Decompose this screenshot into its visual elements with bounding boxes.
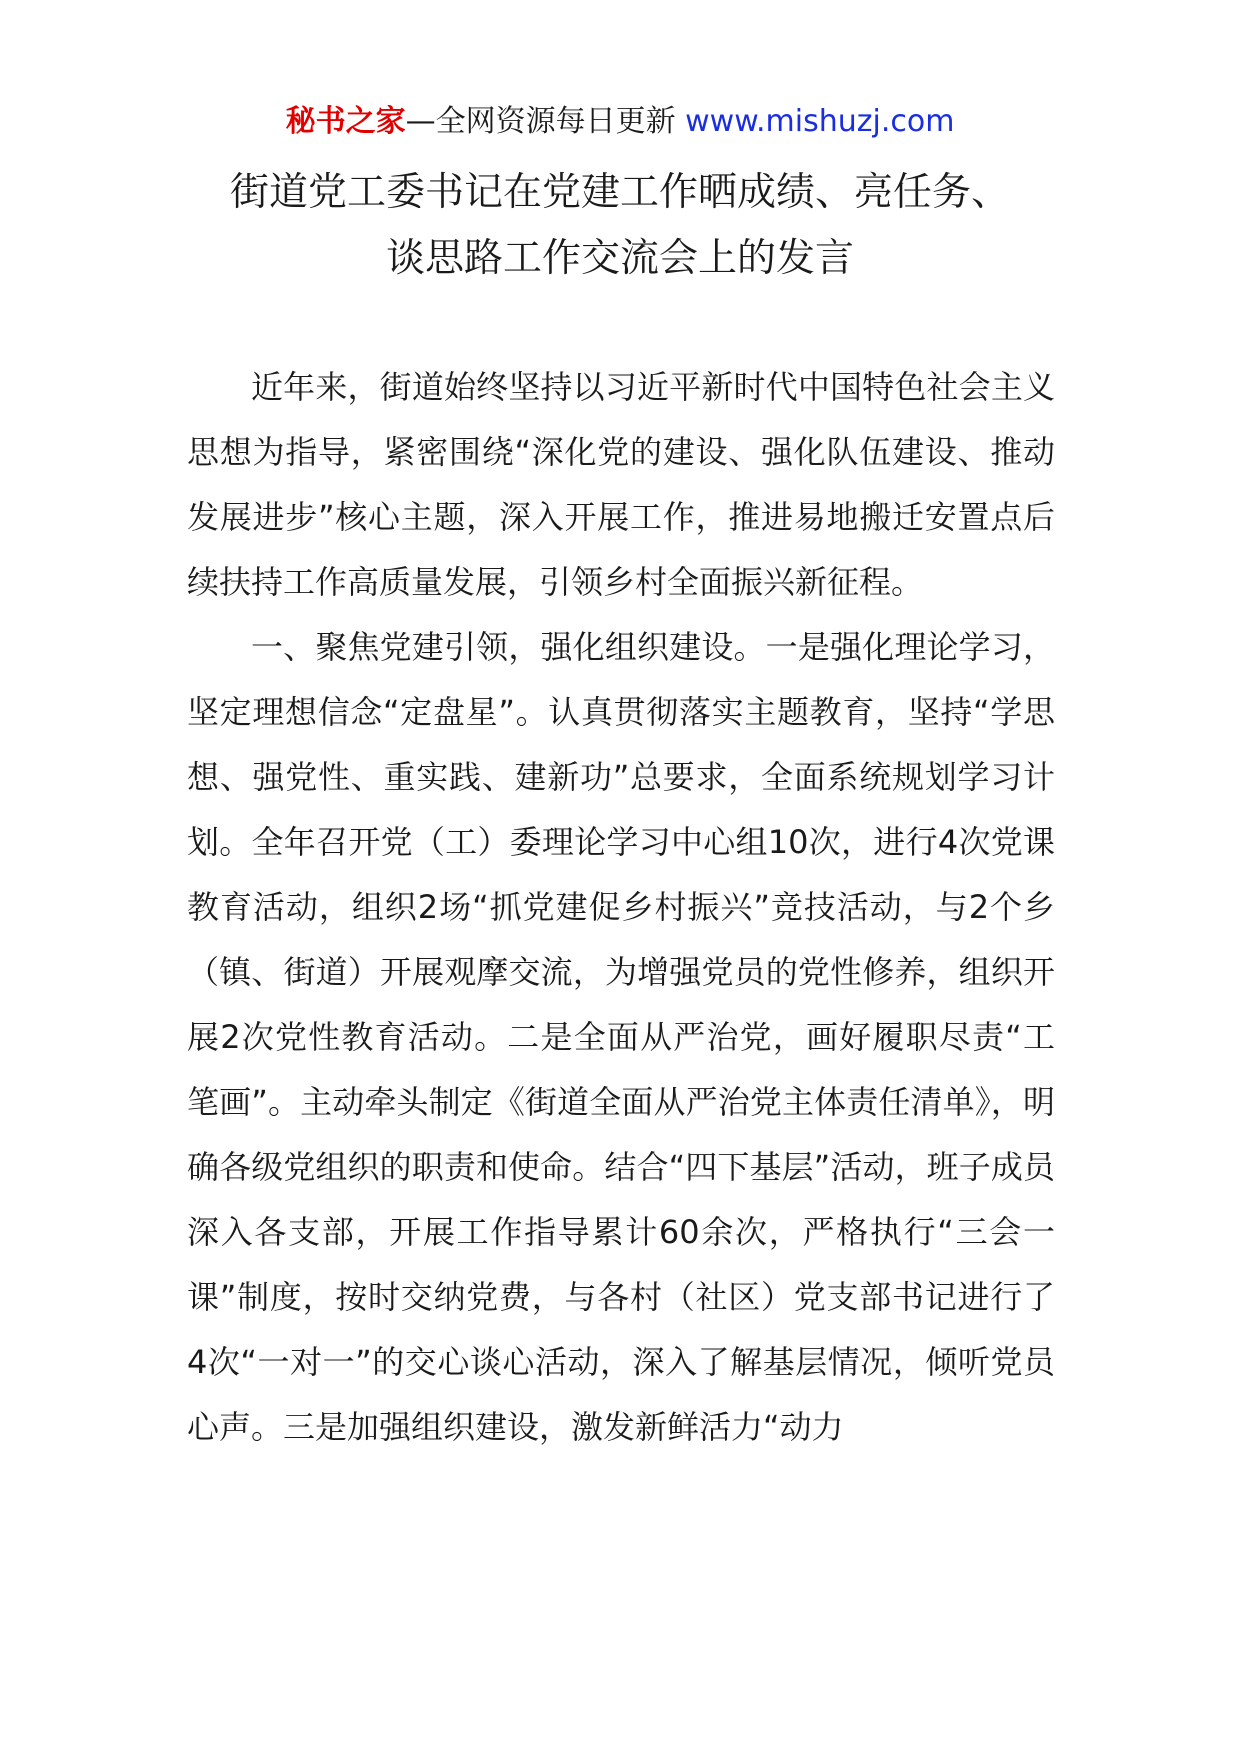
site-url-link[interactable]: www.mishuzj.com (685, 104, 955, 139)
document-title-line-2: 谈思路工作交流会上的发言 (385, 236, 854, 281)
document-body (187, 355, 1055, 1460)
document-title (0, 160, 1240, 292)
body-paragraph-intro: 近年来，街道始终坚持以习近平新时代中国特色社会主义思想为指导，紧密围绕“深化党的建设、强化队伍建设、推动发展进步”核心主题，深入开展工作，推进易地搬迁安置点后续扶持工作高质量发展，引领乡村全面振兴新征程。 (187, 368, 1055, 601)
document-title-line-1: 街道党工委书记在党建工作晒成绩、亮任务、 (229, 170, 1010, 215)
brand-name: 秘书之家 (285, 104, 406, 139)
body-paragraph-section-1: 一、聚焦党建引领，强化组织建设。一是强化理论学习，坚定理想信念“定盘星”。认真贯彻落实主题教育，坚持“学思想、强党性、重实践、建新功”总要求，全面系统规划学习计划。全年召开党（工）委理论学习中心组10次，进行4次党课教育活动，组织2场“抓党建促乡村振兴”竞技活动，与2个乡（镇、街道）开展观摩交流，为增强党员的党性修养，组织开展2次党性教育活动。二是全面从严治党，画好履职尽责“工笔画”。主动牵头制定《街道全面从严治党主体责任清单》，明确各级党组织的职责和使命。结合“四下基层”活动，班子成员深入各支部，开展工作指导累计60余次，严格执行“三会一课”制度，按时交纳党费，与各村（社区）党支部书记进行了4次“一对一”的交心谈心活动，深入了解基层情况，倾听党员心声。三是加强组织建设，激发新鲜活力“动力 (187, 628, 1055, 1446)
site-header (0, 102, 1240, 142)
header-tagline: —全网资源每日更新 (405, 104, 676, 139)
